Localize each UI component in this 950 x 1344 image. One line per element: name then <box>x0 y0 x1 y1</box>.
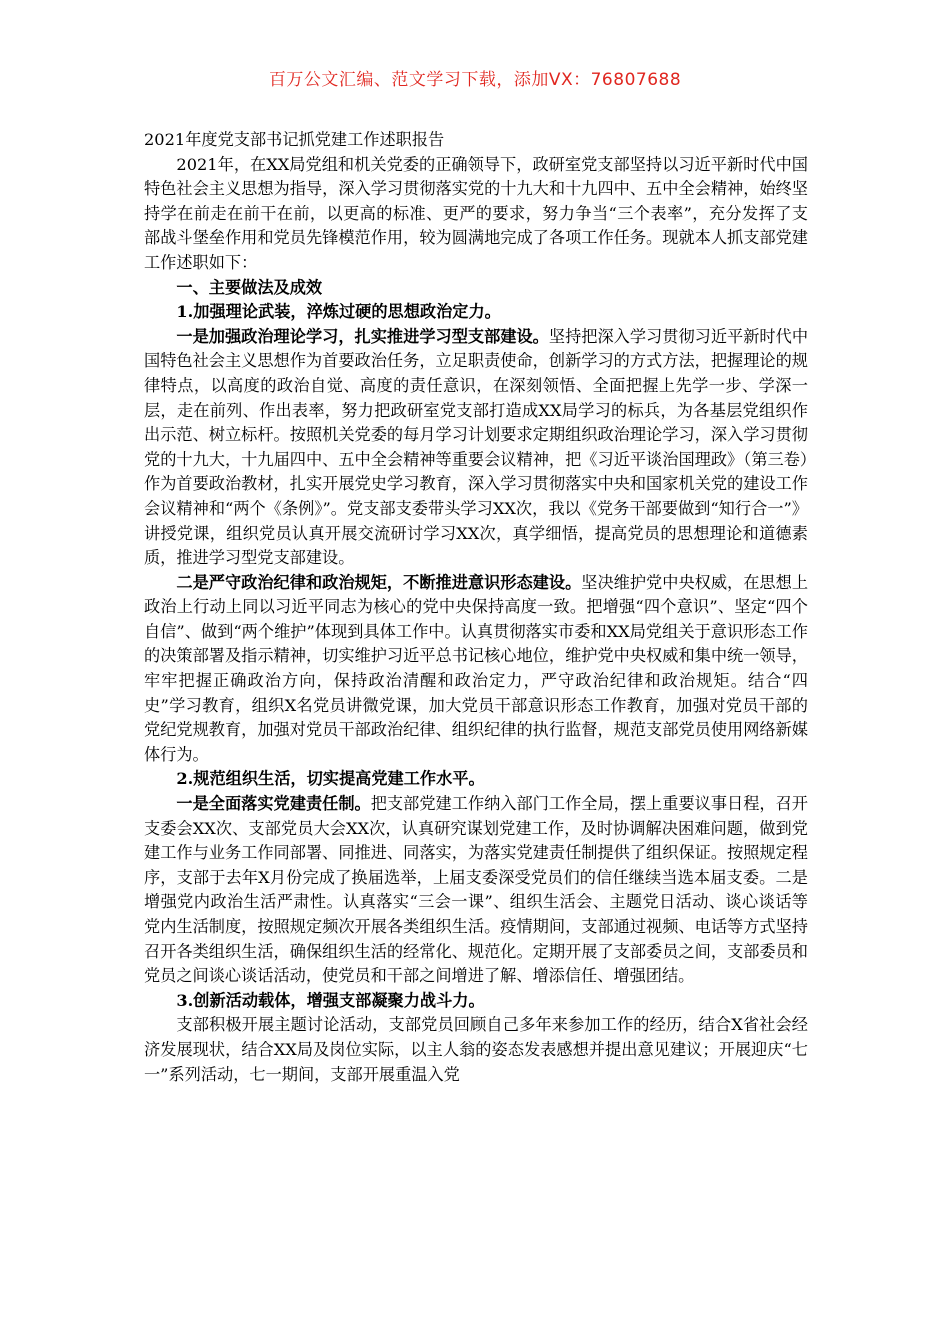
paragraph-lead: 一是加强政治理论学习，扎实推进学习型支部建设。 <box>176 326 549 346</box>
document-title: 2021年度党支部书记抓党建工作述职报告 <box>144 130 445 149</box>
section-heading-1: 一、主要做法及成效 <box>176 277 323 297</box>
document-body <box>144 128 808 1087</box>
paragraph-activities: 支部积极开展主题讨论活动，支部党员回顾自己多年来参加工作的经历，结合X省社会经济发展现状，结合XX局及岗位实际，以主人翁的姿态发表感想并提出意见建议；开展迎庆“七一”系列活动，七一期间，支部开展重温入党 <box>144 1015 808 1084</box>
header-banner: 百万公文汇编、范文学习下载，添加VX：76807688 <box>268 70 682 90</box>
sub-heading-2: 2.规范组织生活，切实提高党建工作水平。 <box>176 769 485 789</box>
paragraph-body: 坚持把深入学习贯彻习近平新时代中国特色社会主义思想作为首要政治任务，立足职责使命，创新学习的方式方法，把握理论的规律特点，以高度的政治自觉、高度的责任意识，在深刻领悟、全面把握上先学一步、学深一层，走在前列、作出表率，努力把政研室党支部打造成XX局学习的标兵，为各基层党组织作出示范、树立标杆。按照机关党委的每月学习计划要求定期组织政治理论学习，深入学习贯彻党的十九大，十九届四中、五中全会精神等重要会议精神，把《习近平谈治国理政》（第三卷）作为首要政治教材，扎实开展党史学习教育，深入学习贯彻落实中央和国家机关党的建设工作会议精神和“两个《条例》”。党支部支委带头学习XX次，我以《党务干部要做到“知行合一”》讲授党课，组织党员认真开展交流研讨学习XX次，真学细悟，提高党员的思想理论和道德素质，推进学习型党支部建设。 <box>144 326 809 568</box>
intro-paragraph: 2021年，在XX局党组和机关党委的正确领导下，政研室党支部坚持以习近平新时代中国特色社会主义思想为指导，深入学习贯彻落实党的十九大和十九四中、五中全会精神，始终坚持学在前走在前干在前，以更高的标准、更严的要求，努力争当“三个表率”，充分发挥了支部战斗堡垒作用和党员先锋模范作用，较为圆满地完成了各项工作任务。现就本人抓支部党建工作述职如下： <box>144 154 808 272</box>
paragraph-political-discipline <box>144 571 808 768</box>
sub-heading-1: 1.加强理论武装，淬炼过硬的思想政治定力。 <box>176 302 501 322</box>
paragraph-lead: 二是严守政治纪律和政治规矩，不断推进意识形态建设。 <box>176 572 582 592</box>
sub-heading-3: 3.创新活动载体，增强支部凝聚力战斗力。 <box>176 990 485 1010</box>
paragraph-body: 坚决维护党中央权威，在思想上政治上行动上同以习近平同志为核心的党中央保持高度一致。把增强“四个意识”、坚定“四个自信”、做到“两个维护”体现到具体工作中。认真贯彻落实市委和XX局党组关于意识形态工作的决策部署及指示精神，切实维护习近平总书记核心地位，维护党中央权威和集中统一领导，牢牢把握正确政治方向，保持政治清醒和政治定力，严守政治纪律和政治规矩。结合“四史”学习教育，组织X名党员讲微党课，加大党员干部意识形态工作教育，加强对党员干部的党纪党规教育，加强对党员干部政治纪律、组织纪律的执行监督，规范支部党员使用网络新媒体行为。 <box>144 572 809 764</box>
paragraph-responsibility-system <box>144 792 808 989</box>
paragraph-lead: 一是全面落实党建责任制。 <box>176 794 371 814</box>
paragraph-body: 把支部党建工作纳入部门工作全局，摆上重要议事日程，召开支委会XX次、支部党员大会XX次，认真研究谋划党建工作，及时协调解决困难问题，做到党建工作与业务工作同部署、同推进、同落实，为落实党建责任制提供了组织保证。按照规定程序，支部于去年X月份完成了换届选举，上届支委深受党员们的信任继续当选本届支委。二是增强党内政治生活严肃性。认真落实“三会一课”、组织生活会、主题党日活动、谈心谈话等党内生活制度，按照规定频次开展各类组织生活。疫情期间，支部通过视频、电话等方式坚持召开各类组织生活，确保组织生活的经常化、规范化。定期开展了支部委员之间，支部委员和党员之间谈心谈话活动，使党员和干部之间增进了解、增添信任、增强团结。 <box>144 794 808 986</box>
paragraph-theory-study <box>144 325 808 571</box>
